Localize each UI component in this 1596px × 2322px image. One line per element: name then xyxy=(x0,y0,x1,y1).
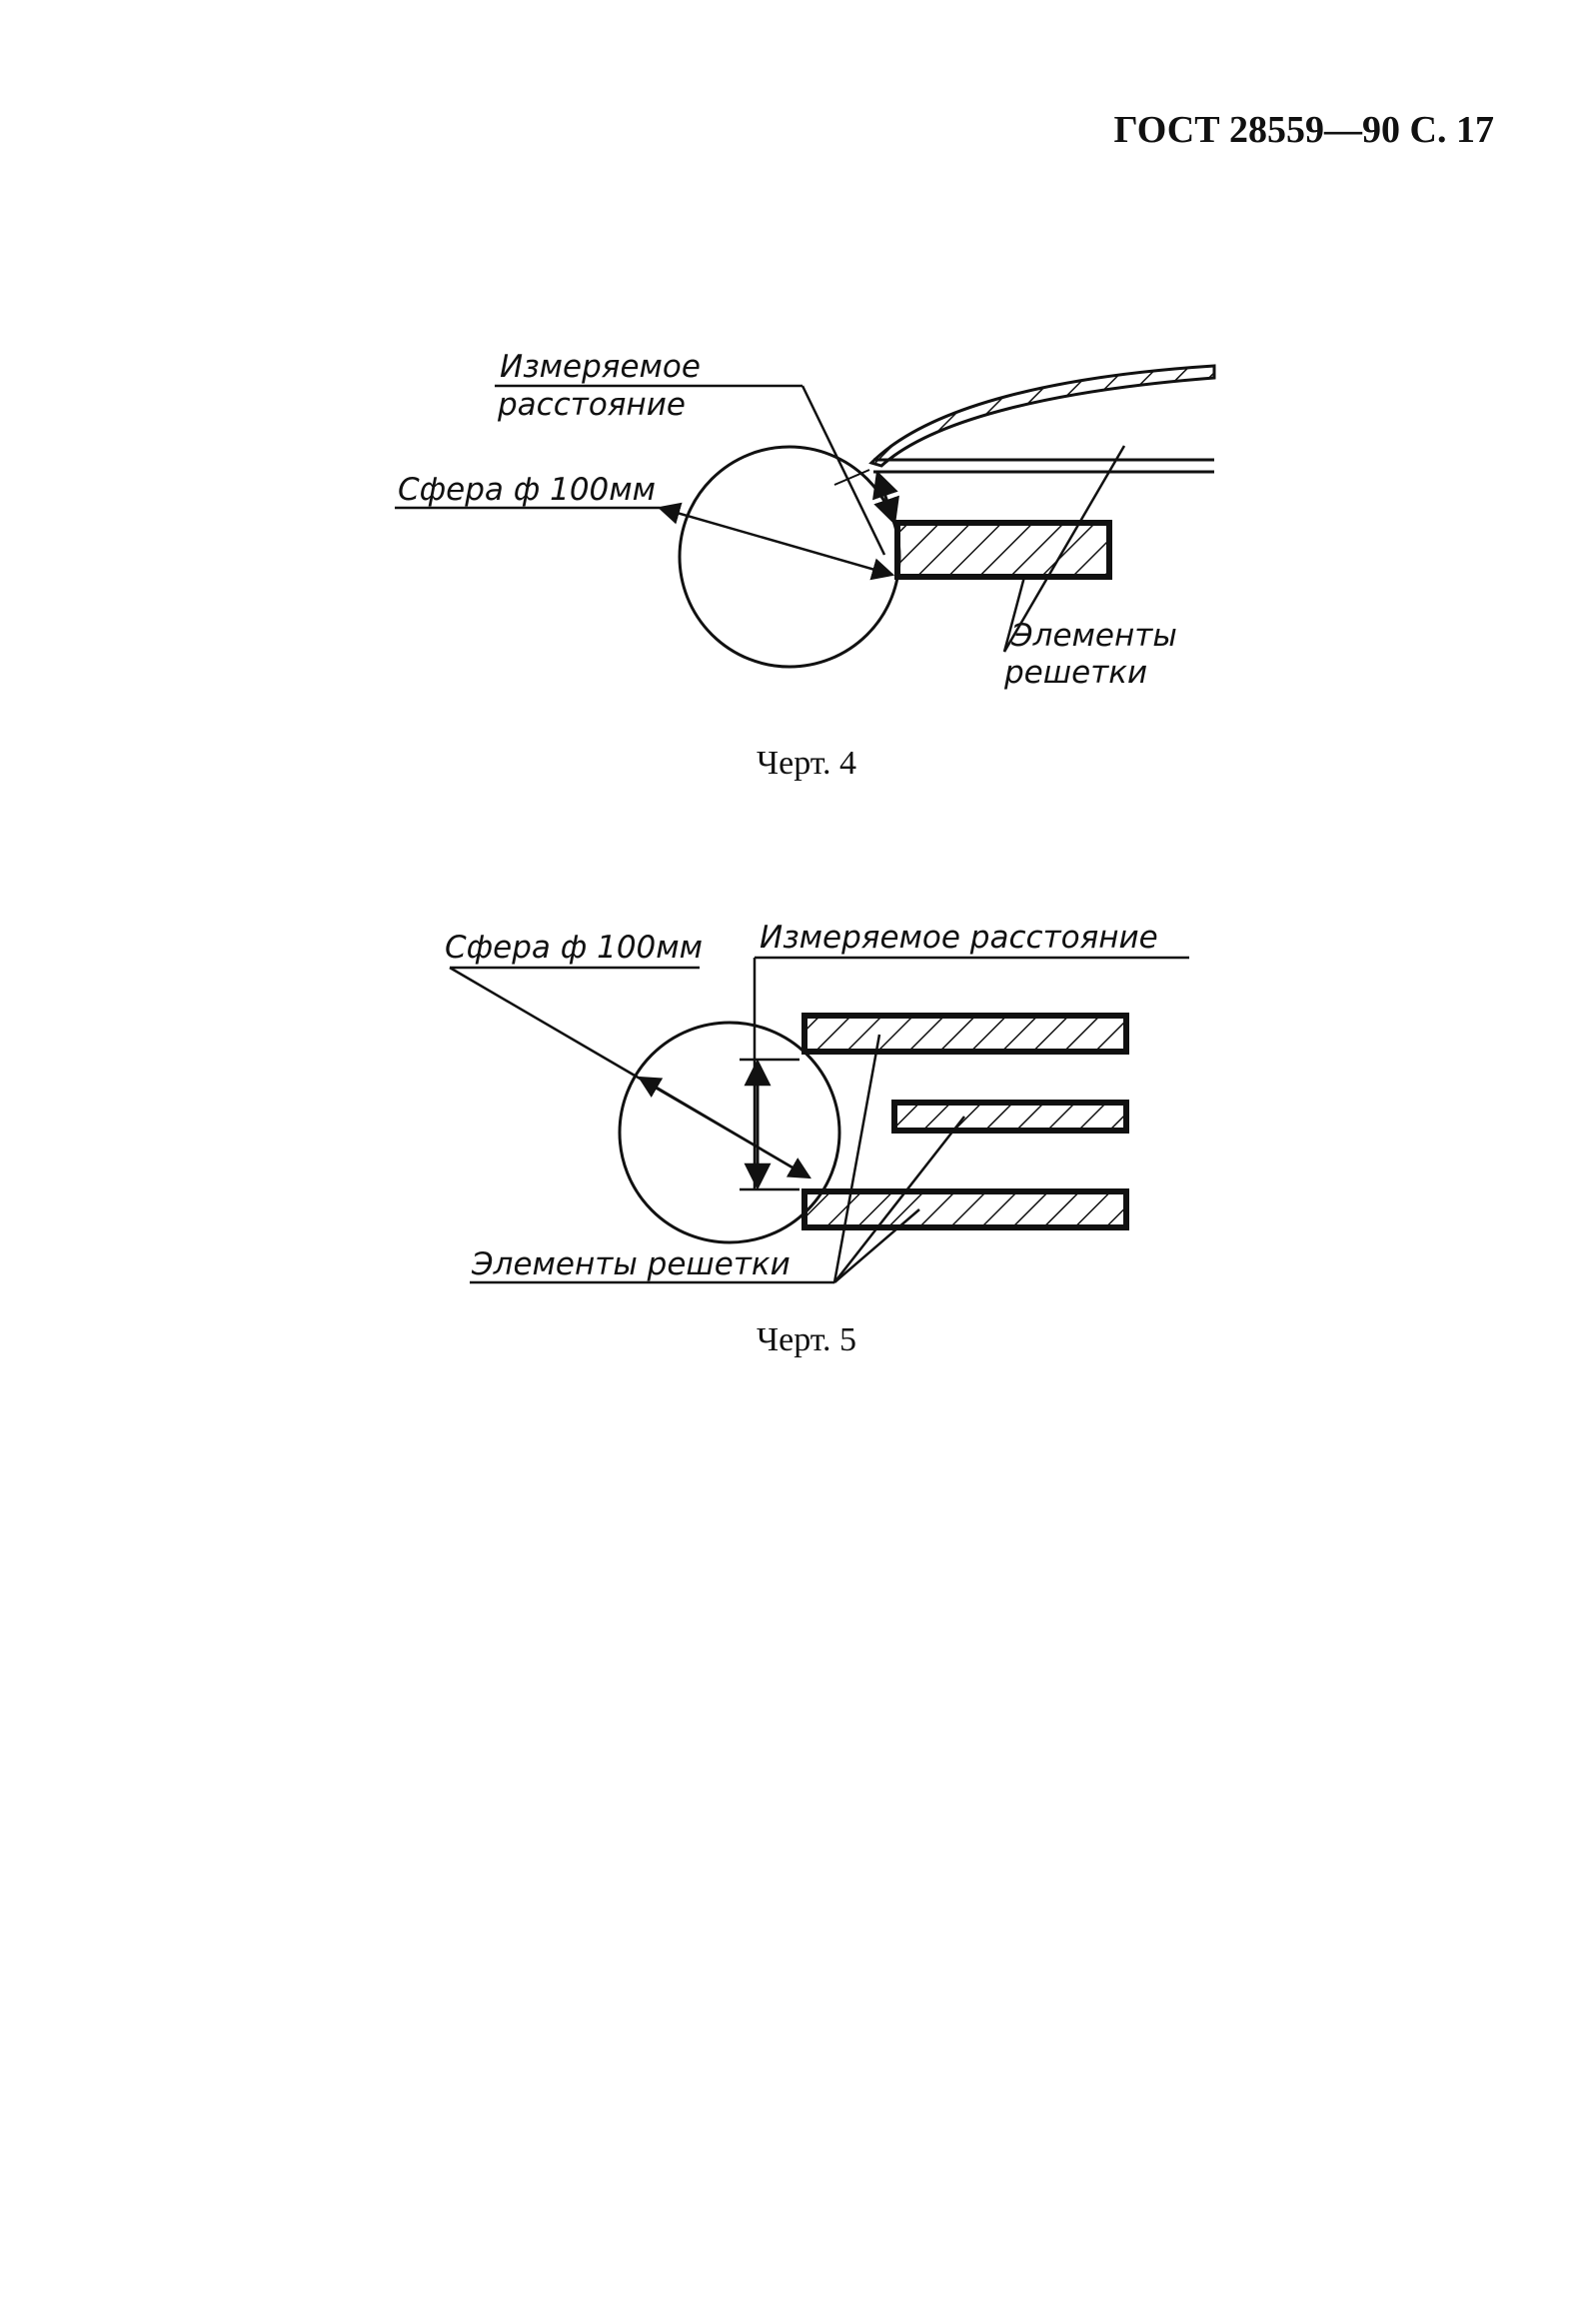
fig5-grid-element-top xyxy=(804,1016,1126,1052)
fig5-grid-element-middle xyxy=(894,1103,1126,1131)
fig5-label-measured: Измеряемое расстояние xyxy=(760,920,1158,956)
fig4-label-measured-2: расстояние xyxy=(498,387,686,423)
fig5-sphere-arrow xyxy=(640,1078,809,1177)
fig4-grid-element xyxy=(897,523,1109,577)
fig4-label-elements-2: решетки xyxy=(1004,655,1148,691)
fig4-sphere-pointer xyxy=(660,508,892,575)
fig4-label-measured-1: Измеряемое xyxy=(500,349,701,385)
figure-5 xyxy=(450,958,1189,1282)
figure-5-caption: Черт. 5 xyxy=(757,1321,857,1358)
figure-4-caption: Черт. 4 xyxy=(757,745,857,782)
page-header: ГОСТ 28559—90 С. 17 xyxy=(1113,109,1494,151)
fig5-label-sphere: Сфера ф 100мм xyxy=(445,930,704,966)
fig4-dimension-arrow xyxy=(877,473,894,523)
fig5-grid-element-bottom xyxy=(804,1191,1126,1227)
fig4-sphere-circle xyxy=(680,447,899,667)
fig4-curved-cover xyxy=(871,366,1214,466)
fig5-elements-pointer-1 xyxy=(834,1035,879,1282)
fig4-label-elements-1: Элементы xyxy=(1011,618,1177,654)
fig5-label-elements: Элементы решетки xyxy=(472,1246,791,1282)
fig4-measured-pointer xyxy=(802,386,884,555)
fig4-label-sphere: Сфера ф 100мм xyxy=(398,472,657,508)
